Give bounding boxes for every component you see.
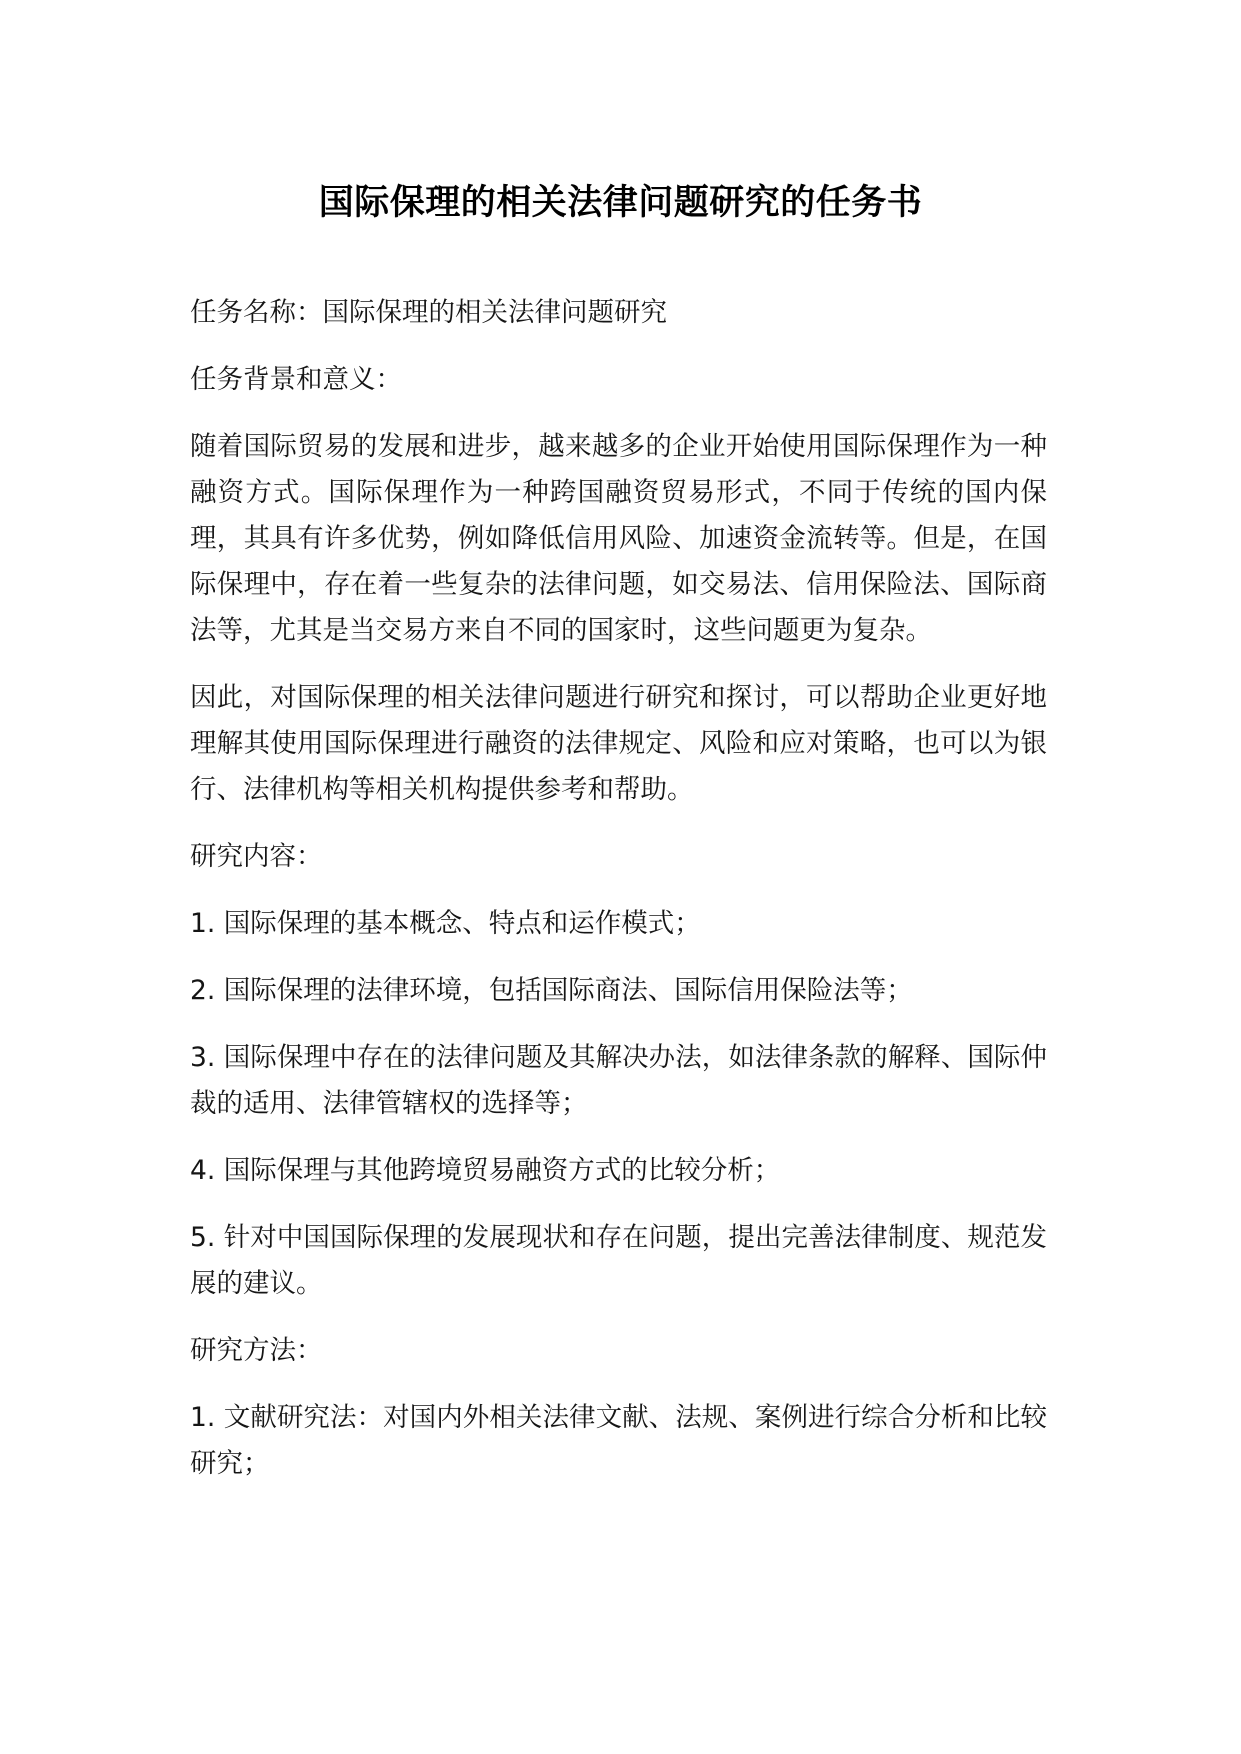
method-item-1: 1. 文献研究法：对国内外相关法律文献、法规、案例进行综合分析和比较研究； [190,1402,1047,1479]
content-item-1: 1. 国际保理的基本概念、特点和运作模式； [190,908,701,939]
task-name-line: 任务名称：国际保理的相关法律问题研究 [190,297,667,328]
background-heading: 任务背景和意义： [190,364,402,395]
content-item-2: 2. 国际保理的法律环境，包括国际商法、国际信用保险法等； [190,975,913,1006]
content-item-5: 5. 针对中国国际保理的发展现状和存在问题，提出完善法律制度、规范发展的建议。 [190,1222,1047,1299]
research-method-heading: 研究方法： [190,1335,323,1366]
background-paragraph: 随着国际贸易的发展和进步，越来越多的企业开始使用国际保理作为一种融资方式。国际保理作为一种跨国融资贸易形式，不同于传统的国内保理，其具有许多优势，例如降低信用风险、加速资金流转等。但是，在国际保理中，存在着一些复杂的法律问题，如交易法、信用保险法、国际商法等，尤其是当交易方来自不同的国家时，这些问题更为复杂。 [190,431,1047,646]
research-content-heading: 研究内容： [190,841,323,872]
content-item-4: 4. 国际保理与其他跨境贸易融资方式的比较分析； [190,1155,781,1186]
significance-paragraph: 因此，对国际保理的相关法律问题进行研究和探讨，可以帮助企业更好地理解其使用国际保理进行融资的法律规定、风险和应对策略，也可以为银行、法律机构等相关机构提供参考和帮助。 [190,682,1047,805]
content-item-3: 3. 国际保理中存在的法律问题及其解决办法，如法律条款的解释、国际仲裁的适用、法律管辖权的选择等； [190,1042,1047,1119]
document-body [190,290,1047,1508]
document-title: 国际保理的相关法律问题研究的任务书 [318,183,923,223]
